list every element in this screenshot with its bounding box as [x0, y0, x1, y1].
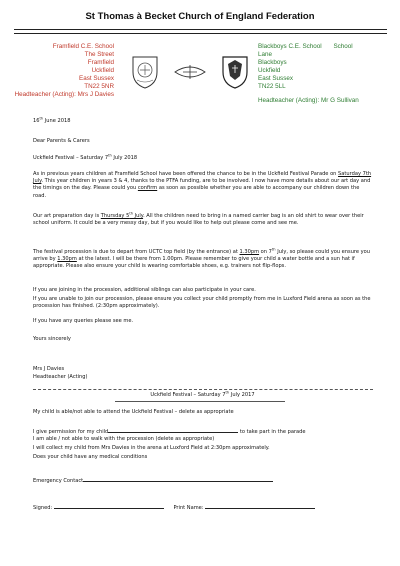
emergency-contact-field[interactable]	[83, 476, 273, 482]
address-line: The Street	[84, 51, 114, 58]
slip-walk-line: I am able / not able to walk with the procession (delete as appropriate)	[33, 436, 215, 442]
signatory-name: Mrs J Davies	[33, 366, 65, 372]
slip-title-underline	[115, 401, 285, 402]
blackboys-crest-icon	[220, 54, 250, 90]
slip-attendance-line: My child is able/not able to attend the Uckfield Festival – delete as appropriate	[33, 409, 234, 415]
address-line: East Sussex	[258, 75, 293, 82]
address-line: TN22 5NR	[84, 83, 114, 90]
header-rule-top	[14, 29, 387, 30]
slip-medical-line: Does your child have any medical conditions	[33, 454, 148, 460]
school-name-suffix: School	[333, 43, 353, 50]
paragraph-procession: The festival procession is due to depart from UCTC top field (by the entrance) at 1.30pm on 7th July, so please could you ensure you arrive by 1.30pm at the latest. I will be there from 1.00pm. Please remember to give your child a water bottle and a sun hat if appropriate. Please also ensure your child is wearing comfortable shoes, e.g. trainers not flip-flops.	[33, 247, 371, 270]
child-name-field[interactable]	[108, 427, 238, 433]
address-line: TN22 5LL	[258, 83, 286, 90]
school-name: Blackboys C.E. School	[258, 43, 322, 50]
slip-signature-line: Signed: Print Name:	[33, 503, 372, 512]
address-line: Lane	[258, 51, 273, 58]
headteacher-line: Headteacher (Acting): Mrs J Davies	[14, 91, 114, 98]
paragraph-art-day: Our art preparation day is Thursday 5th July. All the children need to bring in a named carrier bag is an old shirt to wear over their school uniform. It could be a very messy day, but if you would like to help out please come and see me.	[33, 211, 364, 227]
address-line: East Sussex	[79, 75, 114, 82]
letter-date: 16th June 2018	[33, 116, 71, 124]
school-name: Framfield C.E. School	[52, 43, 114, 50]
signature-field[interactable]	[54, 503, 164, 509]
address-line: Uckfield	[91, 67, 114, 74]
salutation: Dear Parents & Carers	[33, 138, 90, 144]
signatory-title: Headteacher (Acting)	[33, 374, 88, 380]
header-rule-bottom	[14, 33, 387, 34]
slip-permission-line: I give permission for my child to take part in the parade	[33, 429, 306, 435]
blackboys-school-block	[258, 43, 388, 105]
letter-subject: Uckfield Festival – Saturday 7th July 2018	[33, 153, 138, 161]
closing: Yours sincerely	[33, 336, 71, 342]
headteacher-line: Headteacher (Acting): Mr G Sullivan	[258, 97, 359, 104]
slip-title: Uckfield Festival – Saturday 7th July 2017	[150, 390, 255, 398]
paragraph-collection: If you are unable to join our procession, please ensure you collect your child promptly from me in Luxford Field arena as soon as the procession has finished. (2:30pm approximately).	[33, 296, 371, 310]
paragraph-queries: If you have any queries please see me.	[33, 318, 134, 324]
slip-emergency-line: Emergency Contact	[33, 476, 372, 485]
slip-collect-line: I will collect my child from Mrs Davies in the arena at Luxford Field at 2:30pm approximately.	[33, 445, 270, 451]
address-line: Framfield	[87, 59, 114, 66]
print-name-field[interactable]	[205, 503, 315, 509]
framfield-crest-icon	[130, 54, 160, 90]
federation-title: St Thomas à Becket Church of England Federation	[85, 11, 315, 22]
paragraph-intro: As in previous years children at Framfield School have been offered the chance to be in the Uckfield Festival Parade on Saturday 7th July. This year children in years 3 & 4, thanks to the PTFA funding, are to be involved. I now have more details about our art day and the timings on the day. Please could you confirm as soon as possible whether you are able to accompany our children down the road.	[33, 171, 372, 199]
federation-emblem-icon	[173, 62, 207, 82]
address-line: Blackboys	[258, 59, 287, 66]
paragraph-siblings: If you are joining in the procession, additional siblings can also participate in your care.	[33, 287, 256, 293]
address-line: Uckfield	[258, 67, 281, 74]
tear-off-line	[33, 389, 373, 390]
framfield-school-block	[14, 43, 114, 99]
